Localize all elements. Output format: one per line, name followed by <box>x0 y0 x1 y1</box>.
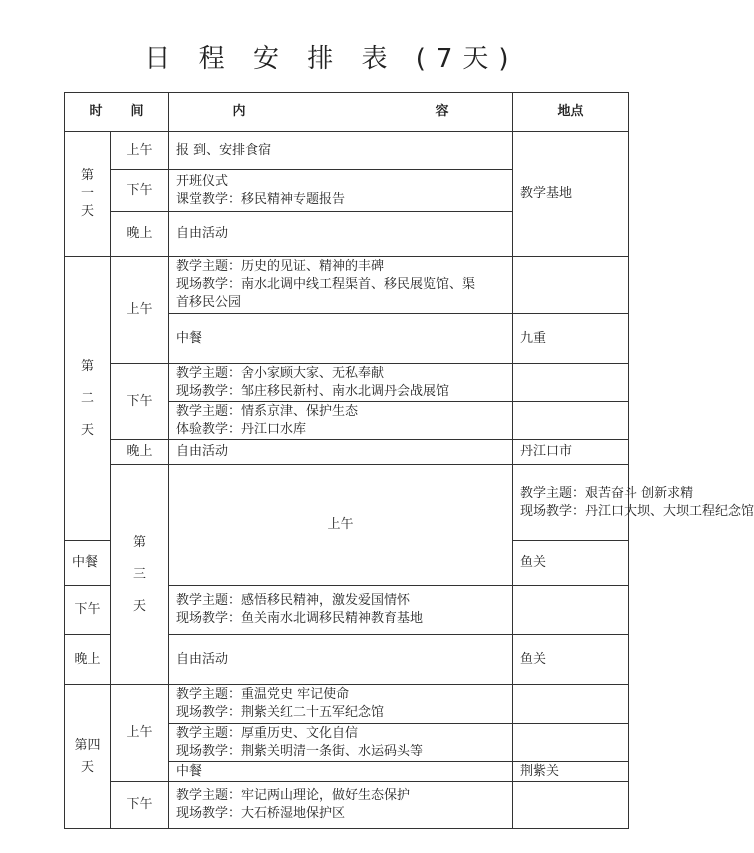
segment-evening: 晚上 <box>111 440 169 465</box>
location-cell: 鱼关 <box>513 635 629 685</box>
content-cell: 教学主题：情系京津、保护生态 体验教学：丹江口水库 <box>169 402 513 440</box>
location-cell <box>513 257 629 314</box>
content-cell: 自由活动 <box>169 212 513 257</box>
day-label-3: 第 三 天 <box>111 465 169 685</box>
content-cell: 报 到、安排食宿 <box>169 132 513 170</box>
location-cell: 教学基地 <box>513 132 629 257</box>
segment-afternoon: 下午 <box>111 170 169 212</box>
content-cell: 教学主题：艰苦奋斗 创新求精 现场教学：丹江口大坝、大坝工程纪念馆 <box>513 465 629 541</box>
day-label-2: 第 二 天 <box>65 257 111 541</box>
location-cell <box>513 402 629 440</box>
content-cell: 教学主题：牢记两山理论，做好生态保护 现场教学：大石桥湿地保护区 <box>169 782 513 829</box>
location-cell <box>513 685 629 724</box>
content-cell: 教学主题：重温党史 牢记使命 现场教学：荆紫关红二十五军纪念馆 <box>169 685 513 724</box>
content-cell: 教学主题：历史的见证、精神的丰碑 现场教学：南水北调中线工程渠首、移民展览馆、渠 首移民公园 <box>169 257 513 314</box>
table-row <box>65 440 629 465</box>
content-cell: 教学主题：感悟移民精神，激发爱国情怀 现场教学：鱼关南水北调移民精神教育基地 <box>169 586 513 635</box>
segment-afternoon: 下午 <box>111 782 169 829</box>
location-cell: 丹江口市 <box>513 440 629 465</box>
location-cell: 鱼关 <box>513 541 629 586</box>
segment-evening: 晚上 <box>111 212 169 257</box>
content-cell: 自由活动 <box>169 440 513 465</box>
content-cell: 中餐 <box>169 762 513 782</box>
table-row <box>65 257 629 314</box>
location-cell <box>513 364 629 402</box>
header-location: 地点 <box>513 93 629 132</box>
segment-morning: 上午 <box>111 132 169 170</box>
location-cell: 荆紫关 <box>513 762 629 782</box>
table-row <box>65 685 629 724</box>
segment-morning: 上午 <box>111 685 169 782</box>
content-cell: 教学主题：舍小家顾大家、无私奉献 现场教学：邹庄移民新村、南水北调丹会战展馆 <box>169 364 513 402</box>
location-cell <box>513 782 629 829</box>
table-row <box>65 782 629 829</box>
header-time: 时 间 <box>65 93 169 132</box>
table-row <box>65 465 629 541</box>
content-cell: 教学主题：厚重历史、文化自信 现场教学：荆紫关明清一条街、水运码头等 <box>169 724 513 762</box>
content-cell: 中餐 <box>65 541 111 586</box>
segment-evening: 晚上 <box>65 635 111 685</box>
header-row <box>65 93 629 132</box>
content-cell: 开班仪式 课堂教学：移民精神专题报告 <box>169 170 513 212</box>
day-label-1: 第 一 天 <box>65 132 111 257</box>
table-row <box>65 132 629 170</box>
segment-afternoon: 下午 <box>65 586 111 635</box>
day-label-4: 第四 天 <box>65 685 111 829</box>
location-cell: 九重 <box>513 314 629 364</box>
location-cell <box>513 586 629 635</box>
segment-morning: 上午 <box>169 465 513 586</box>
location-cell <box>513 724 629 762</box>
header-content: 内 容 <box>169 93 513 132</box>
segment-afternoon: 下午 <box>111 364 169 440</box>
page-title: 日 程 安 排 表 (7天) <box>144 44 519 74</box>
schedule-table <box>64 92 754 829</box>
table-row <box>65 364 629 402</box>
content-cell: 自由活动 <box>169 635 513 685</box>
content-cell: 中餐 <box>169 314 513 364</box>
segment-morning: 上午 <box>111 257 169 364</box>
